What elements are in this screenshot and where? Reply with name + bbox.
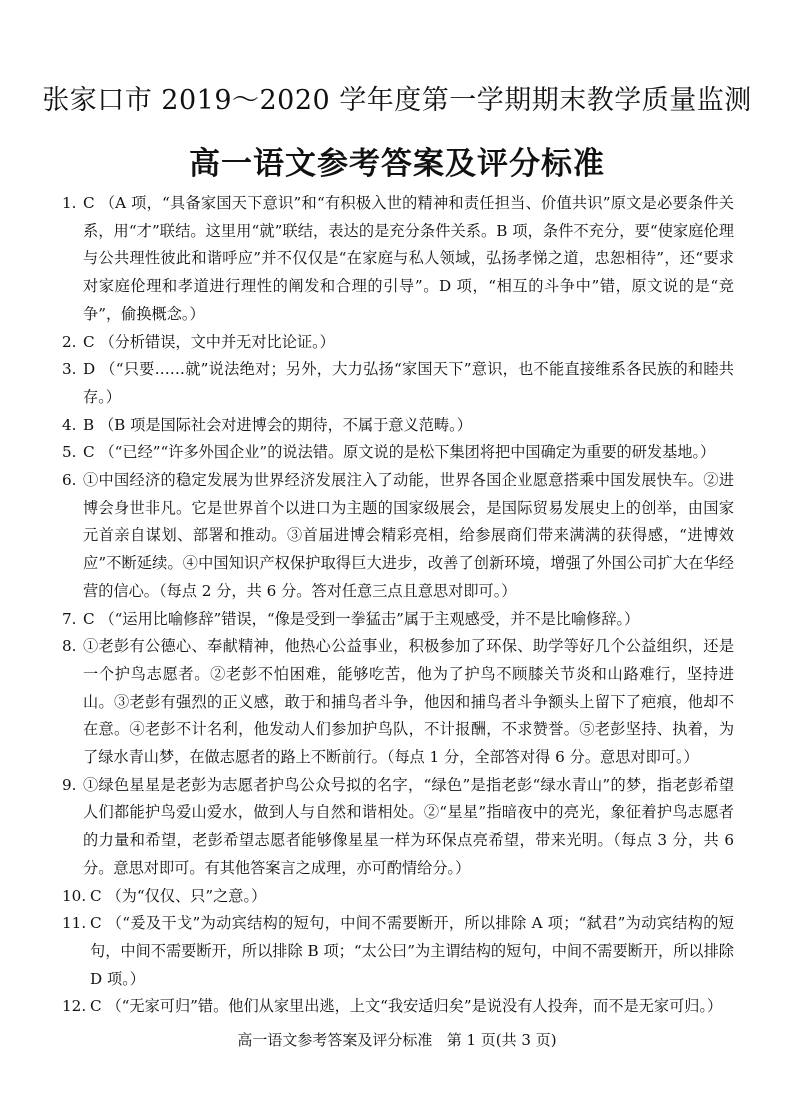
answer-item-4 (62, 412, 734, 440)
answer-number: 4. (62, 415, 77, 434)
answer-item-2 (62, 329, 734, 357)
answer-text: C （“无家可归”错。他们从家里出逃，上文“我安适归矣”是说没有人投奔，而不是无家可归。） (90, 997, 723, 1016)
footer-document-name: 高一语文参考答案及评分标准 (237, 1031, 433, 1049)
answer-number: 10. (62, 886, 87, 905)
answer-item-5 (62, 439, 734, 467)
answer-item-9 (62, 772, 734, 883)
answer-text: C （“爰及干戈”为动宾结构的短句，中间不需要断开，所以排除 A 项；“弑君”为动宾结构的短句，中间不需要断开，所以排除 B 项；“太公曰”为主谓结构的短句，中间不需要断开，所以排除 D 项。） (90, 914, 734, 988)
answer-text: C （分析错误，文中并无对比论证。） (83, 332, 335, 351)
answer-list (62, 190, 734, 1021)
answer-text: C （为“仅仅、只”之意。） (90, 886, 267, 905)
footer-page-number: 第 1 页(共 3 页) (446, 1031, 557, 1049)
answer-item-3 (62, 356, 734, 411)
answer-number: 1. (62, 194, 77, 212)
answer-text: ①老彭有公德心、奉献精神，他热心公益事业，积极参加了环保、助学等好几个公益组织，还是一个护鸟志愿者。②老彭不怕困难，能够吃苦，他为了护鸟不顾膝关节炎和山路难行，坚持进山。③老彭有强烈的正义感，敢于和捕鸟者斗争，他因和捕鸟者斗争额头上留下了疤痕，他却不在意。④老彭不计名利，他发动人们参加护鸟队，不计报酬，不求赞誉。⑤老彭坚持、执着，为了绿水青山梦，在做志愿者的路上不断前行。（每点 1 分，全部答对得 6 分。意思对即可。） (83, 637, 734, 767)
answer-number: 12. (62, 997, 87, 1016)
document-title: 高一语文参考答案及评分标准 (189, 146, 605, 182)
answer-number: 8. (62, 637, 77, 656)
answer-item-12 (62, 993, 734, 1021)
answer-text: ①中国经济的稳定发展为世界经济发展注入了动能，世界各国企业愿意搭乘中国发展快车。②进博会身世非凡。它是世界首个以进口为主题的国家级展会，是国际贸易发展史上的创举，由国家元首亲自谋划、部署和推动。③首届进博会精彩亮相，给参展商们带来满满的获得感，“进博效应”不断延续。④中国知识产权保护取得巨大进步，改善了创新环境，增强了外国公司扩大在华经营的信心。（每点 2 分，共 6 分。答对任意三点且意思对即可。） (83, 471, 734, 600)
answer-text: C （“已经”“许多外国企业”的说法错。原文说的是松下集团将把中国确定为重要的研发基地。） (83, 443, 716, 462)
answer-text: C （“运用比喻修辞”错误，“像是受到一拳猛击”属于主观感受，并不是比喻修辞。） (83, 609, 640, 628)
answer-item-7 (62, 606, 734, 634)
answer-item-1 (62, 190, 734, 329)
answer-text: D （“只要……就”说法绝对；另外，大力弘扬“家国天下”意识，也不能直接维系各民族的和睦共存。） (83, 360, 734, 406)
answer-item-11 (62, 910, 734, 993)
page-footer (0, 1029, 794, 1050)
answer-number: 6. (62, 471, 77, 490)
answer-text: B （B 项是国际社会对进博会的期待，不属于意义范畴。） (83, 415, 472, 434)
answer-item-10 (62, 883, 734, 911)
answer-number: 7. (62, 609, 77, 628)
answer-number: 11. (62, 914, 87, 933)
answer-item-6 (62, 467, 734, 606)
answer-number: 9. (62, 775, 77, 794)
answer-text: ①绿色星星是老彭为志愿者护鸟公众号拟的名字，“绿色”是指老彭“绿水青山”的梦，指老彭希望人们都能护鸟爱山爱水，做到人与自然和谐相处。②“星星”指暗夜中的亮光，象征着护鸟志愿者的力量和希望，老彭希望志愿者能够像星星一样为环保点亮希望，带来光明。（每点 3 分，共 6 分。意思对即可。有其他答案言之成理，亦可酌情给分。） (83, 775, 734, 877)
answer-text: C （A 项，“具备家国天下意识”和“有积极入世的精神和责任担当、价值共识”原文是必要条件关系，用“才”联结。这里用“就”联结，表达的是充分条件关系。B 项，条件不充分，要“使家庭伦理与公共理性彼此和谐呼应”并不仅仅是“在家庭与私人领域，弘扬孝悌之道，忠恕相待”，还“要求对家庭伦理和孝道进行理性的阐发和合理的引导”。D 项，“相互的斗争中”错，原文说的是“竞争”，偷换概念。） (83, 194, 734, 323)
answer-number: 2. (62, 332, 77, 351)
answer-number: 3. (62, 360, 77, 379)
answer-number: 5. (62, 443, 77, 462)
exam-title: 张家口市 2019～2020 学年度第一学期期末教学质量监测 (42, 85, 752, 116)
answer-item-8 (62, 633, 734, 772)
